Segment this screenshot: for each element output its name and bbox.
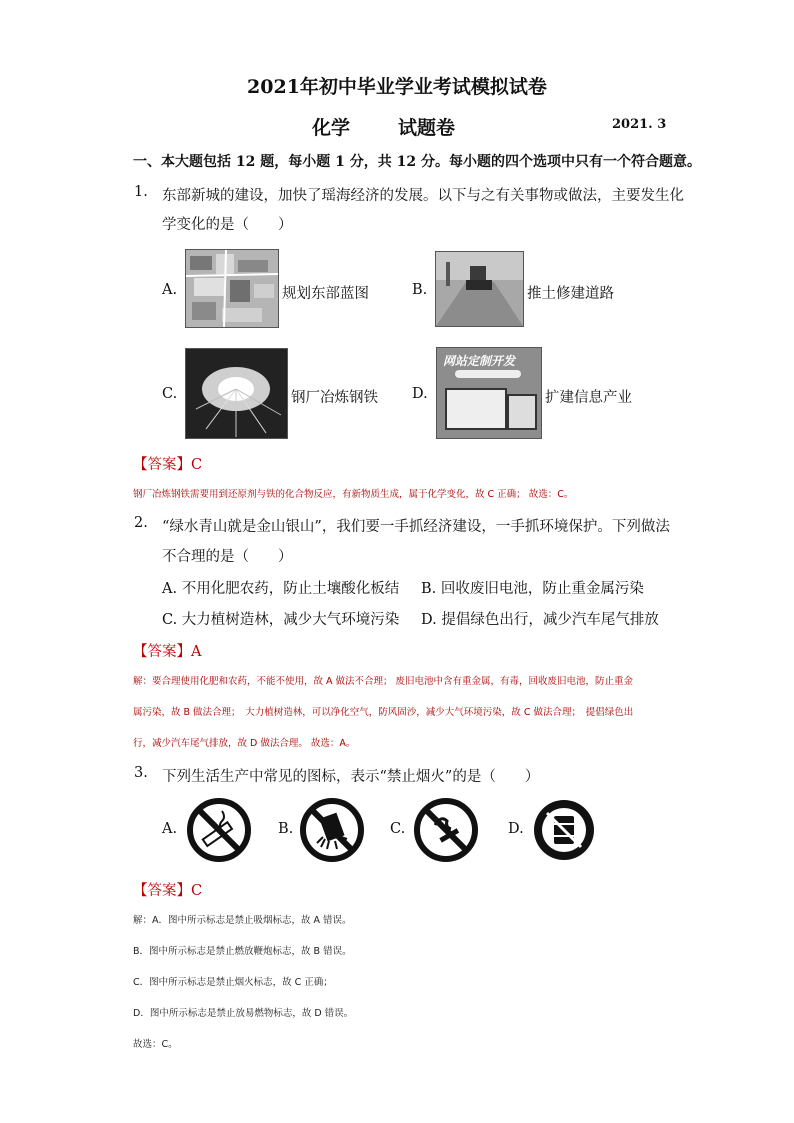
answer-tag: 【答案】 xyxy=(133,457,191,473)
q1-option-c-text: 钢厂冶炼钢铁 xyxy=(291,390,378,406)
q2-stem-line2: 不合理的是（ ） xyxy=(162,549,293,565)
q3-option-d-letter: D. xyxy=(508,821,524,837)
q1-answer xyxy=(133,453,202,474)
q2-answer xyxy=(133,640,201,661)
q3-explanation-line1: 解：A．图中所示标志是禁止吸烟标志，故 A 错误。 xyxy=(133,915,352,926)
q3-stem: 下列生活生产中常见的图标，表示“禁止烟火”的是（ ） xyxy=(162,769,540,785)
q1-option-a-text: 规划东部蓝图 xyxy=(282,286,369,302)
subject-name: 化学 xyxy=(312,117,351,139)
info-industry-image xyxy=(436,347,542,439)
paper-name: 试题卷 xyxy=(398,117,456,139)
q2-stem-line1: “绿水青山就是金山银山”，我们要一手抓经济建设，一手抓环境保护。下列做法 xyxy=(162,519,670,535)
q1-option-d-letter: D. xyxy=(412,386,428,402)
q3-explanation-line5: 故选：C。 xyxy=(133,1039,178,1050)
q1-option-a-letter: A. xyxy=(162,282,178,298)
q1-explanation: 钢厂冶炼钢铁需要用到还原剂与铁的化合物反应，有新物质生成，属于化学变化，故 C 正确； 故选：C。 xyxy=(133,489,574,500)
q1-option-b-letter: B. xyxy=(412,282,428,298)
q2-number: 2. xyxy=(134,515,148,531)
no-flammables-icon xyxy=(532,798,596,862)
answer-value: C xyxy=(191,457,203,473)
q2-explanation-line1: 解：要合理使用化肥和农药，不能不使用，故 A 做法不合理； 废旧电池中含有重金属，有毒，回收废旧电池，防止重金 xyxy=(133,676,634,687)
no-fireworks-icon xyxy=(299,797,365,863)
q2-explanation-line2: 属污染，故 B 做法合理； 大力植树造林，可以净化空气，防风固沙，减少大气环境污染，故 C 做法合理； 提倡绿色出 xyxy=(133,707,634,718)
q1-option-c-letter: C. xyxy=(162,386,178,402)
q2-option-c: C. 大力植树造林，减少大气环境污染 xyxy=(162,612,400,628)
no-fire-icon xyxy=(413,797,479,863)
answer-value: A xyxy=(191,644,202,660)
q2-option-a: A. 不用化肥农药，防止土壤酸化板结 xyxy=(162,581,400,597)
q3-option-a-letter: A. xyxy=(162,821,178,837)
q2-option-d: D. 提倡绿色出行，减少汽车尾气排放 xyxy=(421,612,659,628)
q3-option-c-letter: C. xyxy=(390,821,406,837)
section-heading: 一、本大题包括 12 题，每小题 1 分，共 12 分。每小题的四个选项中只有一个符合题意。 xyxy=(133,154,701,170)
q3-explanation-line3: C．图中所示标志是禁止烟火标志，故 C 正确； xyxy=(133,977,333,988)
answer-tag: 【答案】 xyxy=(133,883,191,899)
exam-title: 2021年初中毕业学业考试模拟试卷 xyxy=(247,76,547,98)
answer-tag: 【答案】 xyxy=(133,644,191,660)
q1-option-b-text: 推土修建道路 xyxy=(527,286,614,302)
q3-number: 3. xyxy=(134,765,148,781)
image-d-title: 网站定制开发 xyxy=(443,354,516,368)
q3-explanation-line4: D．图中所示标志是禁止放易燃物标志，故 D 错误。 xyxy=(133,1008,354,1019)
q1-option-d-text: 扩建信息产业 xyxy=(545,390,632,406)
q3-answer xyxy=(133,879,202,900)
q1-stem-line1: 东部新城的建设，加快了瑶海经济的发展。以下与之有关事物或做法，主要发生化 xyxy=(162,188,684,204)
q1-number: 1. xyxy=(134,184,148,200)
q3-explanation-line2: B．图中所示标志是禁止燃放鞭炮标志，故 B 错误。 xyxy=(133,946,352,957)
map-blueprint-image xyxy=(185,249,279,328)
bulldozer-road-image xyxy=(435,251,524,327)
q3-option-b-letter: B. xyxy=(278,821,294,837)
exam-date: 2021. 3 xyxy=(612,117,667,132)
q2-explanation-line3: 行，减少汽车尾气排放，故 D 做法合理。 故选：A。 xyxy=(133,738,356,749)
q1-stem-line2: 学变化的是（ ） xyxy=(162,217,293,233)
steel-smelting-image xyxy=(185,348,288,439)
no-smoking-icon xyxy=(186,797,252,863)
q2-option-b: B. 回收废旧电池，防止重金属污染 xyxy=(421,581,644,597)
answer-value: C xyxy=(191,883,203,899)
